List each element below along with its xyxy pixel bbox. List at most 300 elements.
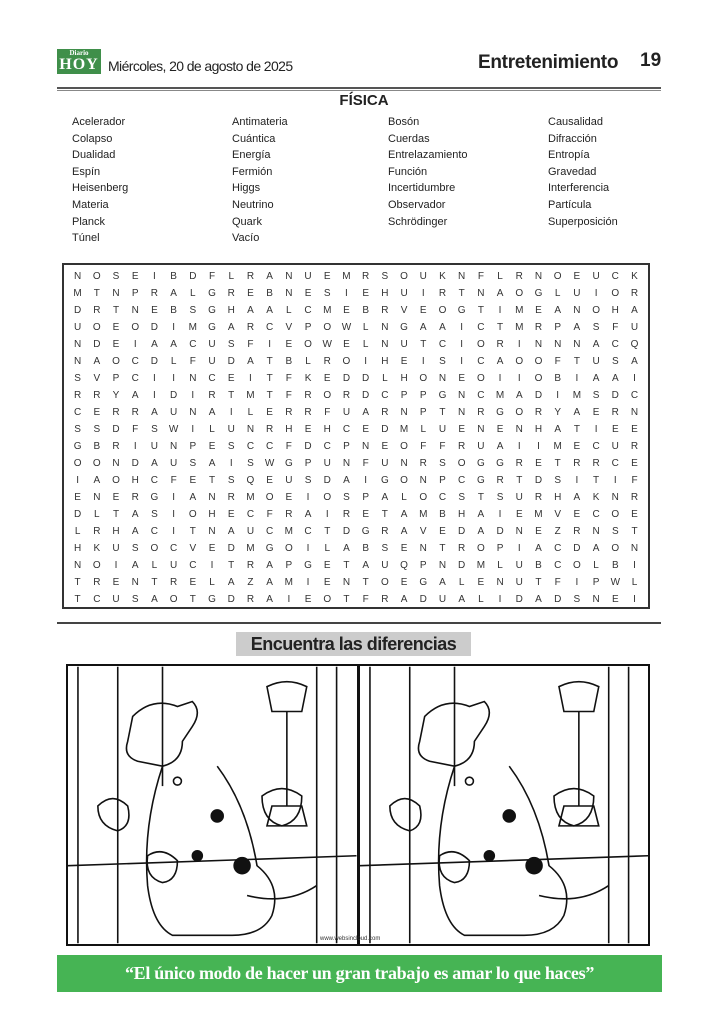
grid-letter[interactable]: O (515, 356, 524, 367)
grid-letter[interactable]: R (573, 526, 581, 537)
grid-letter[interactable]: N (534, 271, 543, 282)
grid-letter[interactable]: A (400, 526, 408, 537)
grid-letter[interactable]: P (554, 322, 562, 333)
grid-letter[interactable]: E (93, 407, 101, 418)
grid-letter[interactable]: R (246, 271, 255, 282)
grid-letter[interactable]: N (73, 356, 82, 367)
grid-letter[interactable]: U (323, 458, 331, 469)
grid-letter[interactable]: N (246, 424, 255, 435)
grid-letter[interactable]: A (131, 526, 139, 537)
grid-letter[interactable]: O (323, 390, 332, 401)
grid-letter[interactable]: G (208, 322, 216, 333)
grid-letter[interactable]: C (266, 322, 274, 333)
grid-letter[interactable]: I (76, 475, 79, 486)
grid-letter[interactable]: B (611, 560, 619, 571)
grid-letter[interactable]: H (400, 373, 408, 384)
grid-letter[interactable]: G (476, 475, 485, 486)
grid-letter[interactable]: C (611, 458, 619, 469)
grid-letter[interactable]: O (92, 271, 101, 282)
grid-letter[interactable]: T (631, 526, 638, 537)
grid-letter[interactable]: E (515, 509, 523, 520)
grid-letter[interactable]: O (150, 543, 159, 554)
grid-letter[interactable]: F (324, 407, 331, 418)
grid-letter[interactable]: V (189, 543, 197, 554)
grid-letter[interactable]: F (554, 356, 561, 367)
grid-letter[interactable]: S (151, 509, 158, 520)
grid-letter[interactable]: O (611, 288, 620, 299)
grid-letter[interactable]: D (131, 458, 139, 469)
grid-letter[interactable]: E (381, 441, 389, 452)
grid-letter[interactable]: P (419, 407, 427, 418)
grid-letter[interactable]: M (284, 526, 293, 537)
grid-letter[interactable]: A (477, 526, 485, 537)
grid-letter[interactable]: I (517, 339, 521, 350)
grid-letter[interactable]: L (362, 322, 369, 333)
grid-letter[interactable]: S (343, 492, 350, 503)
grid-letter[interactable]: W (610, 577, 621, 588)
grid-letter[interactable]: T (362, 577, 369, 588)
grid-letter[interactable]: I (172, 526, 175, 537)
grid-letter[interactable]: T (208, 475, 216, 486)
grid-letter[interactable]: S (227, 339, 235, 350)
grid-letter[interactable]: F (189, 356, 196, 367)
grid-letter[interactable]: I (498, 509, 502, 520)
grid-letter[interactable]: H (381, 288, 389, 299)
grid-letter[interactable]: T (189, 526, 196, 537)
grid-letter[interactable]: U (515, 492, 523, 503)
grid-letter[interactable]: I (306, 543, 310, 554)
grid-letter[interactable]: E (151, 305, 158, 316)
grid-letter[interactable]: S (323, 288, 331, 299)
grid-letter[interactable]: E (323, 271, 331, 282)
grid-letter[interactable]: C (246, 441, 255, 452)
grid-letter[interactable]: D (362, 373, 370, 384)
grid-letter[interactable]: C (266, 526, 274, 537)
grid-letter[interactable]: W (341, 322, 352, 333)
grid-letter[interactable]: G (496, 407, 504, 418)
grid-letter[interactable]: O (112, 356, 120, 367)
grid-letter[interactable]: N (419, 475, 427, 486)
grid-letter[interactable]: R (342, 509, 351, 520)
grid-letter[interactable]: T (420, 339, 427, 350)
grid-letter[interactable]: P (592, 577, 600, 588)
grid-letter[interactable]: T (343, 594, 350, 605)
grid-letter[interactable]: A (227, 577, 235, 588)
grid-letter[interactable]: Y (112, 390, 120, 401)
grid-letter[interactable]: I (133, 441, 137, 452)
grid-letter[interactable]: R (170, 577, 178, 588)
grid-letter[interactable]: U (208, 356, 216, 367)
grid-letter[interactable]: L (497, 271, 503, 282)
grid-letter[interactable]: L (305, 356, 311, 367)
grid-letter[interactable]: I (172, 492, 175, 503)
grid-letter[interactable]: E (323, 577, 331, 588)
grid-letter[interactable]: F (266, 509, 273, 520)
grid-letter[interactable]: N (477, 424, 485, 435)
grid-letter[interactable]: U (304, 271, 312, 282)
grid-letter[interactable]: N (342, 458, 351, 469)
grid-letter[interactable]: E (208, 441, 216, 452)
grid-letter[interactable]: O (284, 543, 293, 554)
grid-letter[interactable]: A (247, 356, 254, 367)
grid-letter[interactable]: D (534, 475, 543, 486)
grid-letter[interactable]: O (457, 458, 466, 469)
grid-letter[interactable]: E (323, 373, 331, 384)
grid-letter[interactable]: T (439, 407, 446, 418)
grid-letter[interactable]: A (362, 560, 369, 571)
grid-letter[interactable]: D (170, 390, 178, 401)
grid-letter[interactable]: L (228, 271, 234, 282)
grid-letter[interactable]: I (364, 356, 368, 367)
grid-letter[interactable]: N (611, 492, 619, 503)
grid-letter[interactable]: P (112, 373, 120, 384)
grid-letter[interactable]: T (112, 509, 120, 520)
grid-letter[interactable]: D (419, 594, 427, 605)
grid-letter[interactable]: A (247, 305, 254, 316)
grid-letter[interactable]: R (534, 322, 543, 333)
grid-letter[interactable]: G (380, 475, 389, 486)
grid-letter[interactable]: U (227, 424, 235, 435)
grid-letter[interactable]: A (515, 390, 523, 401)
grid-letter[interactable]: N (73, 560, 82, 571)
grid-letter[interactable]: M (515, 322, 524, 333)
grid-letter[interactable]: T (477, 305, 484, 316)
grid-letter[interactable]: A (266, 305, 273, 316)
grid-letter[interactable]: E (285, 492, 293, 503)
grid-letter[interactable]: M (399, 424, 409, 435)
grid-letter[interactable]: E (362, 424, 369, 435)
grid-letter[interactable]: T (228, 560, 235, 571)
grid-letter[interactable]: U (477, 441, 485, 452)
grid-letter[interactable]: T (497, 322, 504, 333)
grid-letter[interactable]: N (458, 390, 466, 401)
grid-letter[interactable]: G (284, 458, 293, 469)
grid-letter[interactable]: A (573, 492, 581, 503)
grid-letter[interactable]: R (611, 407, 619, 418)
grid-letter[interactable]: O (611, 509, 620, 520)
grid-letter[interactable]: D (189, 271, 197, 282)
grid-letter[interactable]: O (131, 322, 140, 333)
grid-letter[interactable]: T (266, 356, 273, 367)
grid-letter[interactable]: T (439, 543, 446, 554)
grid-letter[interactable]: N (208, 526, 216, 537)
grid-letter[interactable]: E (112, 492, 120, 503)
grid-letter[interactable]: T (112, 305, 120, 316)
grid-letter[interactable]: L (170, 356, 177, 367)
grid-letter[interactable]: O (92, 560, 101, 571)
grid-letter[interactable]: M (73, 288, 82, 299)
grid-letter[interactable]: A (208, 407, 216, 418)
grid-letter[interactable]: L (401, 492, 407, 503)
grid-letter[interactable]: O (304, 339, 312, 350)
grid-letter[interactable]: I (191, 390, 195, 401)
grid-letter[interactable]: R (419, 458, 427, 469)
grid-letter[interactable]: N (515, 526, 523, 537)
grid-letter[interactable]: N (554, 339, 562, 350)
grid-letter[interactable]: O (553, 271, 562, 282)
grid-letter[interactable]: E (323, 560, 331, 571)
grid-letter[interactable]: S (592, 390, 600, 401)
grid-letter[interactable]: D (304, 441, 312, 452)
grid-letter[interactable]: C (554, 543, 562, 554)
grid-letter[interactable]: A (573, 407, 581, 418)
grid-letter[interactable]: I (191, 424, 195, 435)
grid-letter[interactable]: F (285, 373, 292, 384)
grid-letter[interactable]: N (208, 492, 216, 503)
grid-letter[interactable]: R (477, 407, 485, 418)
grid-letter[interactable]: I (421, 288, 425, 299)
grid-letter[interactable]: L (478, 594, 484, 605)
grid-letter[interactable]: F (285, 441, 292, 452)
grid-letter[interactable]: N (400, 407, 408, 418)
grid-letter[interactable]: I (498, 305, 502, 316)
grid-letter[interactable]: T (554, 458, 561, 469)
grid-letter[interactable]: R (285, 407, 293, 418)
grid-letter[interactable]: D (362, 390, 370, 401)
grid-letter[interactable]: H (554, 492, 562, 503)
grid-letter[interactable]: U (246, 526, 255, 537)
grid-letter[interactable]: I (210, 560, 214, 571)
grid-letter[interactable]: U (438, 424, 447, 435)
grid-letter[interactable]: H (323, 424, 331, 435)
grid-letter[interactable]: U (150, 441, 159, 452)
grid-letter[interactable]: A (631, 356, 638, 367)
grid-letter[interactable]: F (362, 594, 369, 605)
grid-letter[interactable]: U (438, 594, 447, 605)
grid-letter[interactable]: B (554, 373, 562, 384)
grid-letter[interactable]: S (496, 492, 504, 503)
grid-letter[interactable]: I (229, 407, 233, 418)
grid-letter[interactable]: A (439, 577, 446, 588)
grid-letter[interactable]: M (246, 390, 255, 401)
grid-letter[interactable]: U (630, 322, 639, 333)
grid-letter[interactable]: T (266, 390, 273, 401)
grid-letter[interactable]: I (633, 560, 636, 571)
grid-letter[interactable]: O (323, 492, 332, 503)
grid-letter[interactable]: R (93, 577, 101, 588)
grid-letter[interactable]: Z (247, 577, 254, 588)
grid-letter[interactable]: T (324, 526, 331, 537)
grid-letter[interactable]: F (247, 339, 254, 350)
grid-letter[interactable]: S (74, 373, 81, 384)
grid-letter[interactable]: S (151, 424, 158, 435)
grid-letter[interactable]: N (438, 560, 447, 571)
grid-letter[interactable]: R (208, 390, 216, 401)
grid-letter[interactable]: I (268, 339, 272, 350)
grid-letter[interactable]: T (573, 356, 580, 367)
grid-letter[interactable]: U (573, 288, 581, 299)
grid-letter[interactable]: D (112, 424, 120, 435)
grid-letter[interactable]: F (612, 322, 619, 333)
grid-letter[interactable]: I (153, 390, 156, 401)
grid-letter[interactable]: L (362, 339, 369, 350)
grid-letter[interactable]: E (535, 305, 542, 316)
grid-letter[interactable]: A (573, 322, 581, 333)
grid-letter[interactable]: C (438, 492, 447, 503)
grid-letter[interactable]: N (477, 288, 485, 299)
grid-letter[interactable]: F (420, 441, 427, 452)
grid-letter[interactable]: C (189, 560, 197, 571)
grid-letter[interactable]: M (515, 305, 524, 316)
grid-letter[interactable]: I (172, 322, 175, 333)
grid-letter[interactable]: L (190, 288, 196, 299)
grid-letter[interactable]: R (93, 305, 101, 316)
grid-letter[interactable]: C (630, 390, 639, 401)
grid-letter[interactable]: M (534, 509, 543, 520)
grid-letter[interactable]: S (304, 475, 312, 486)
grid-letter[interactable]: A (535, 594, 542, 605)
grid-letter[interactable]: E (419, 305, 427, 316)
grid-letter[interactable]: R (630, 288, 639, 299)
grid-letter[interactable]: O (323, 322, 332, 333)
grid-letter[interactable]: R (150, 288, 159, 299)
grid-letter[interactable]: N (573, 339, 581, 350)
grid-letter[interactable]: V (400, 305, 408, 316)
grid-letter[interactable]: B (266, 288, 273, 299)
grid-letter[interactable]: I (153, 373, 156, 384)
grid-letter[interactable]: N (381, 322, 389, 333)
grid-letter[interactable]: A (592, 339, 600, 350)
grid-letter[interactable]: N (419, 543, 427, 554)
grid-letter[interactable]: P (362, 492, 369, 503)
grid-letter[interactable]: N (458, 271, 466, 282)
grid-letter[interactable]: E (112, 577, 120, 588)
grid-letter[interactable]: G (476, 458, 485, 469)
grid-letter[interactable]: N (534, 339, 543, 350)
picture-left[interactable] (68, 666, 360, 944)
grid-letter[interactable]: R (227, 492, 235, 503)
grid-letter[interactable]: S (93, 424, 101, 435)
grid-letter[interactable]: E (592, 407, 600, 418)
grid-letter[interactable]: U (208, 339, 216, 350)
grid-letter[interactable]: D (93, 339, 101, 350)
grid-letter[interactable]: R (362, 271, 370, 282)
grid-letter[interactable]: H (131, 475, 139, 486)
grid-letter[interactable]: V (93, 373, 101, 384)
grid-letter[interactable]: C (342, 424, 351, 435)
grid-letter[interactable]: A (266, 271, 273, 282)
grid-letter[interactable]: C (246, 509, 255, 520)
grid-letter[interactable]: A (151, 407, 158, 418)
grid-letter[interactable]: P (496, 543, 504, 554)
grid-letter[interactable]: S (439, 458, 446, 469)
grid-letter[interactable]: S (247, 458, 254, 469)
grid-letter[interactable]: N (592, 594, 600, 605)
grid-letter[interactable]: U (592, 356, 600, 367)
grid-letter[interactable]: K (592, 492, 600, 503)
grid-letter[interactable]: C (131, 356, 139, 367)
grid-letter[interactable]: R (496, 475, 504, 486)
grid-letter[interactable]: O (400, 475, 408, 486)
grid-letter[interactable]: U (170, 407, 178, 418)
grid-letter[interactable]: I (537, 441, 540, 452)
grid-letter[interactable]: I (460, 356, 464, 367)
grid-letter[interactable]: Q (630, 339, 639, 350)
grid-letter[interactable]: S (592, 322, 600, 333)
grid-letter[interactable]: R (458, 441, 466, 452)
grid-letter[interactable]: I (306, 492, 310, 503)
grid-letter[interactable]: M (419, 509, 428, 520)
grid-letter[interactable]: S (189, 305, 197, 316)
grid-letter[interactable]: E (439, 526, 446, 537)
grid-letter[interactable]: E (362, 509, 369, 520)
grid-letter[interactable]: U (400, 339, 408, 350)
grid-letter[interactable]: B (285, 356, 293, 367)
grid-letter[interactable]: O (572, 560, 581, 571)
grid-letter[interactable]: A (151, 458, 158, 469)
grid-letter[interactable]: R (630, 492, 639, 503)
grid-letter[interactable]: L (209, 424, 215, 435)
grid-letter[interactable]: S (227, 441, 235, 452)
grid-letter[interactable]: A (189, 492, 197, 503)
grid-letter[interactable]: I (633, 373, 636, 384)
grid-letter[interactable]: E (611, 424, 619, 435)
grid-letter[interactable]: V (419, 526, 427, 537)
grid-letter[interactable]: E (573, 509, 581, 520)
grid-letter[interactable]: R (630, 441, 639, 452)
grid-letter[interactable]: R (246, 594, 255, 605)
grid-letter[interactable]: I (498, 373, 502, 384)
grid-letter[interactable]: C (266, 441, 274, 452)
grid-letter[interactable]: D (227, 356, 235, 367)
grid-letter[interactable]: G (304, 560, 312, 571)
grid-letter[interactable]: L (94, 509, 100, 520)
grid-letter[interactable]: O (112, 475, 120, 486)
grid-letter[interactable]: L (209, 577, 215, 588)
grid-letter[interactable]: S (458, 492, 465, 503)
grid-letter[interactable]: F (132, 424, 139, 435)
grid-letter[interactable]: S (573, 594, 581, 605)
grid-letter[interactable]: R (246, 322, 255, 333)
grid-letter[interactable]: L (382, 373, 388, 384)
grid-letter[interactable]: L (593, 560, 599, 571)
grid-letter[interactable]: C (477, 356, 485, 367)
grid-letter[interactable]: U (515, 577, 523, 588)
grid-letter[interactable]: R (112, 441, 120, 452)
grid-letter[interactable]: F (170, 475, 177, 486)
grid-letter[interactable]: N (73, 271, 82, 282)
grid-letter[interactable]: U (400, 288, 408, 299)
grid-letter[interactable]: A (439, 322, 446, 333)
grid-letter[interactable]: C (592, 509, 600, 520)
grid-letter[interactable]: O (323, 594, 332, 605)
grid-letter[interactable]: A (227, 322, 235, 333)
grid-letter[interactable]: D (150, 356, 159, 367)
grid-letter[interactable]: E (573, 441, 581, 452)
grid-letter[interactable]: U (342, 407, 351, 418)
grid-letter[interactable]: I (575, 577, 579, 588)
grid-letter[interactable]: C (477, 390, 485, 401)
grid-letter[interactable]: I (325, 509, 329, 520)
grid-letter[interactable]: O (342, 356, 351, 367)
grid-letter[interactable]: L (286, 305, 292, 316)
grid-letter[interactable]: I (633, 594, 636, 605)
grid-letter[interactable]: D (381, 424, 389, 435)
grid-letter[interactable]: B (93, 441, 101, 452)
grid-letter[interactable]: D (515, 594, 523, 605)
grid-letter[interactable]: A (151, 339, 158, 350)
grid-letter[interactable]: E (74, 492, 81, 503)
grid-letter[interactable]: S (131, 543, 139, 554)
grid-letter[interactable]: U (592, 271, 600, 282)
grid-letter[interactable]: H (112, 526, 120, 537)
grid-letter[interactable]: R (534, 492, 543, 503)
picture-right[interactable] (360, 666, 649, 944)
grid-letter[interactable]: Q (246, 475, 255, 486)
grid-letter[interactable]: T (343, 560, 350, 571)
grid-letter[interactable]: W (264, 458, 275, 469)
grid-letter[interactable]: C (592, 441, 600, 452)
